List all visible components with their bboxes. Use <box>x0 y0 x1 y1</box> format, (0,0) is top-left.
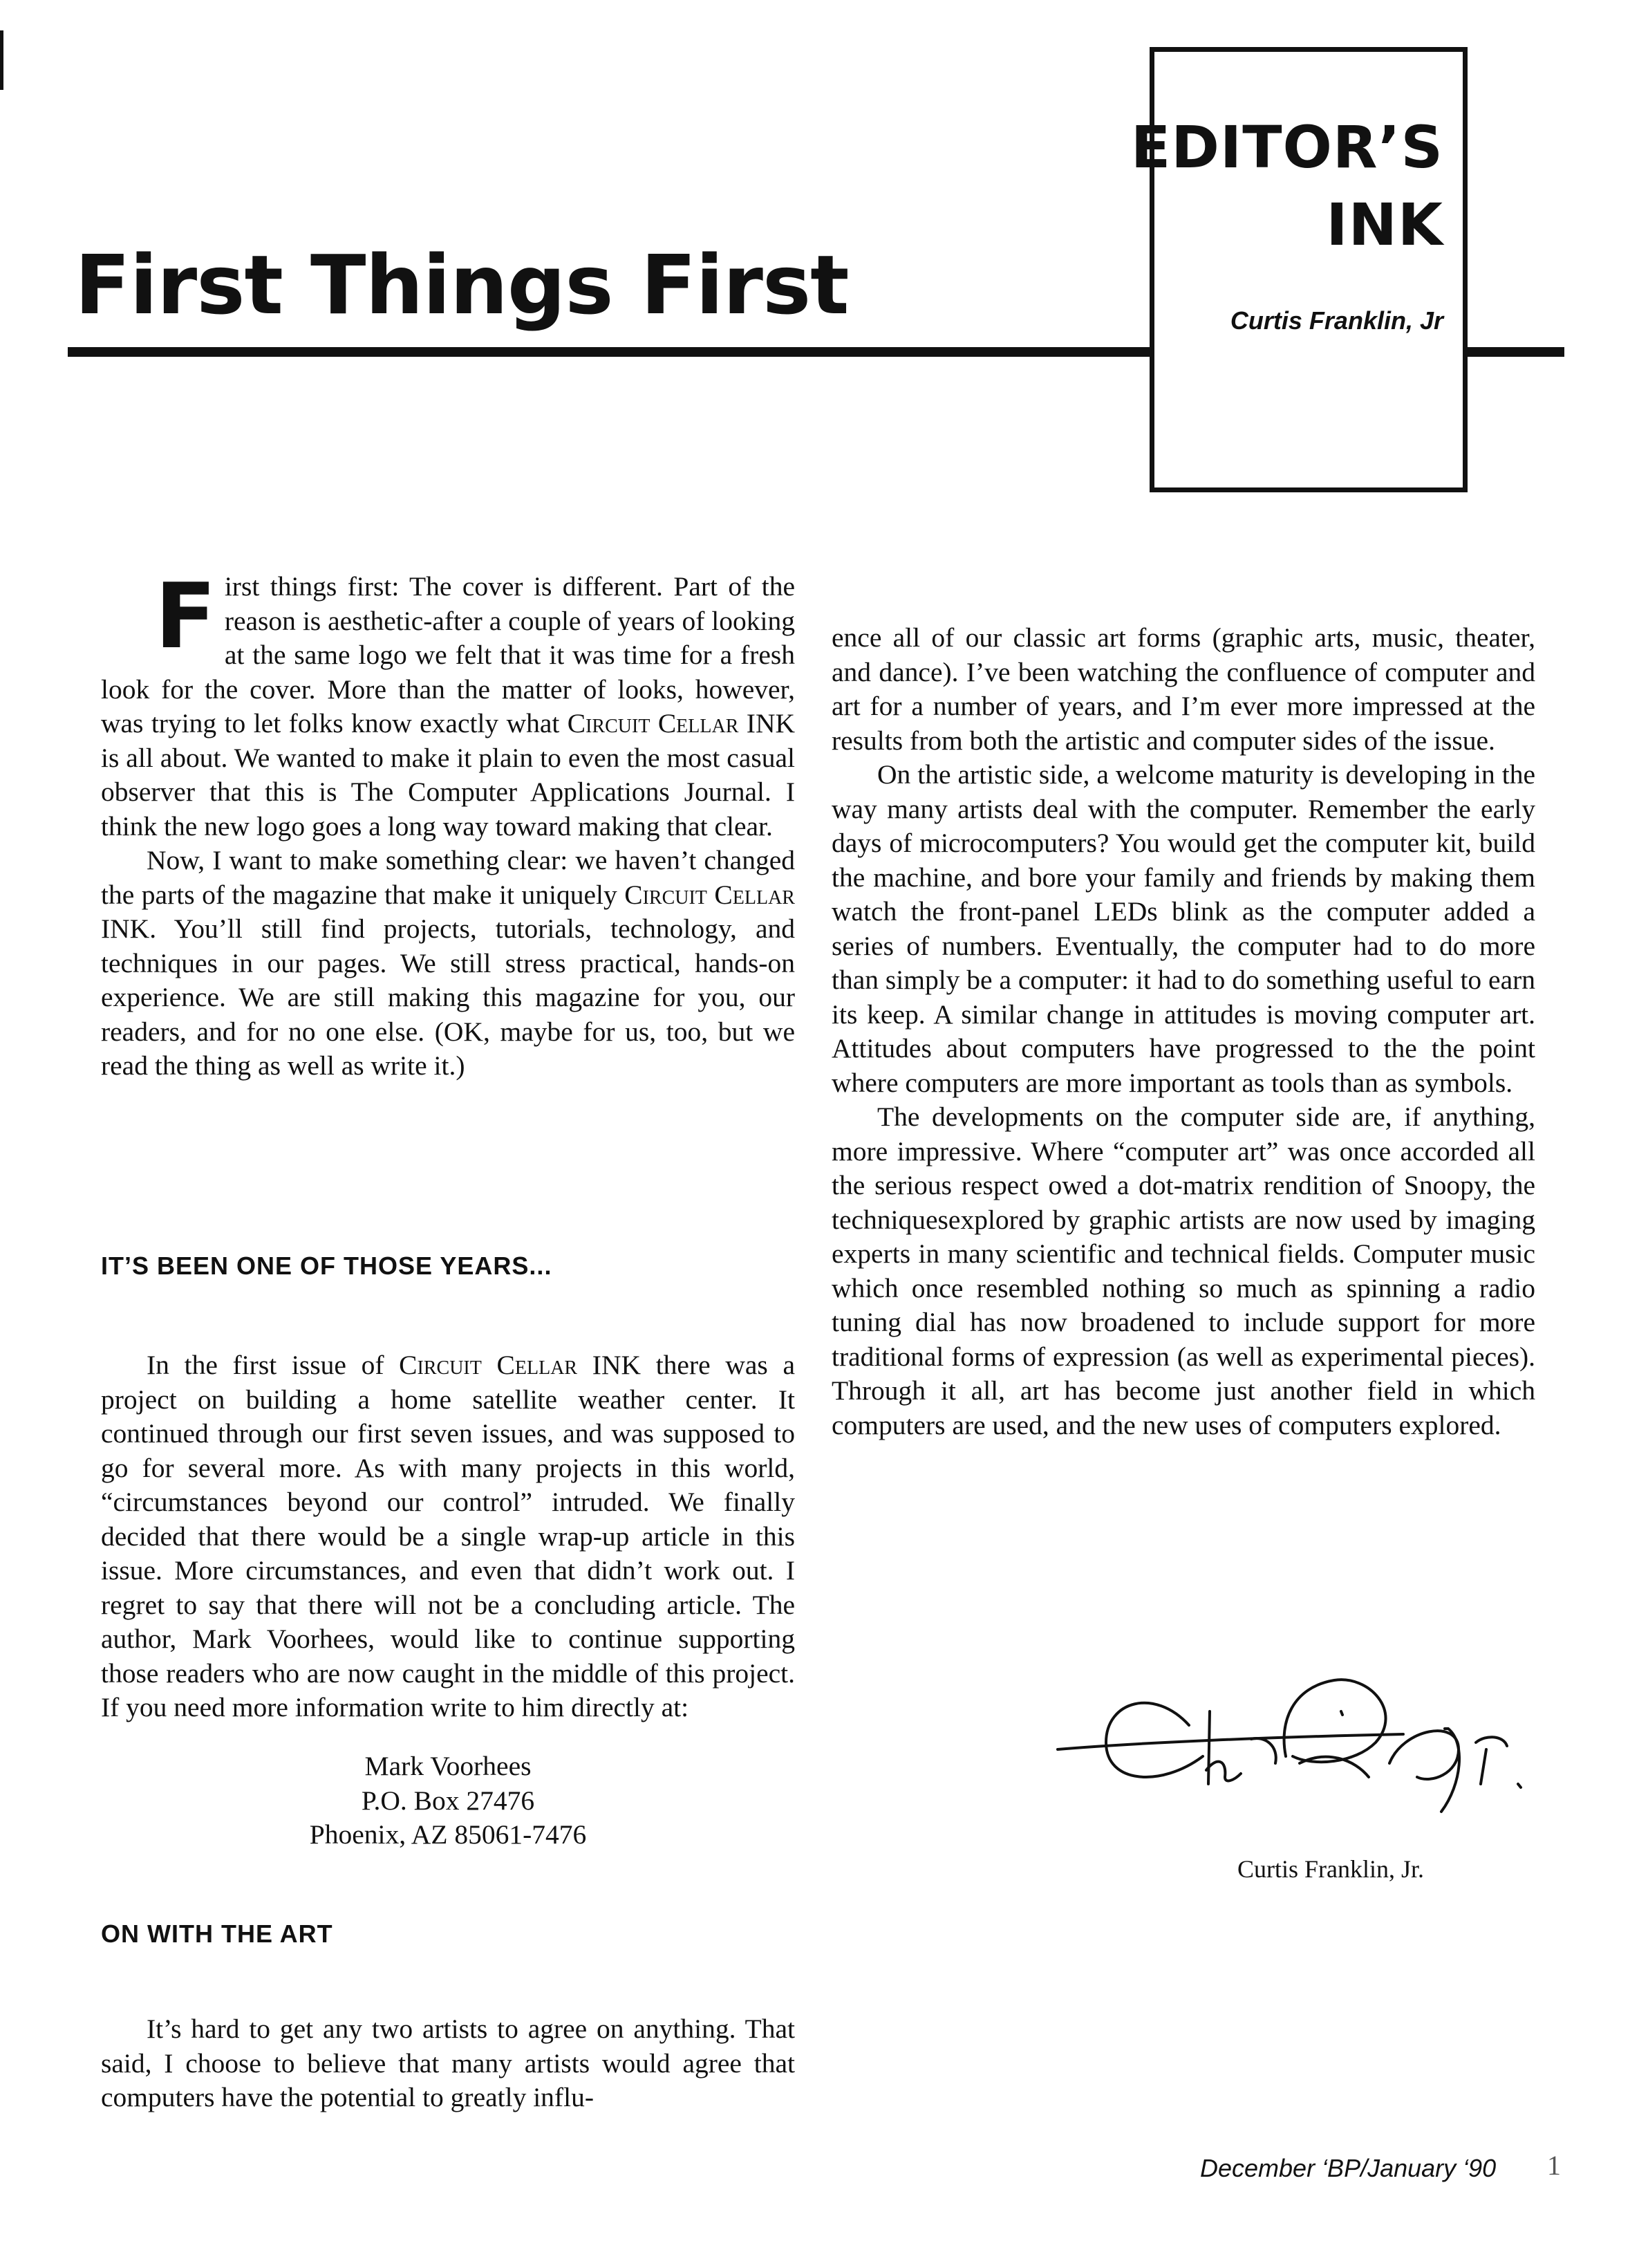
address-box: P.O. Box 27476 <box>361 1785 535 1816</box>
section-heading: ON WITH THE ART <box>101 1920 333 1948</box>
body-paragraph: ence all of our classic art forms (graphic arts, music, theater, and dance). I’ve been watching the confluence of computer and art for a number of years, and I’m ever more impressed at the results from both the artistic and computer sides of the issue. <box>832 622 1535 756</box>
author-signature <box>1044 1646 1555 1853</box>
intro-paragraph: First things first: The cover is different. Part of the reason is aesthetic-after a couple of years of looking at the same logo we felt that it was time for a fresh look for the cover. More than the matter of looks, however, was trying to let folks know exactly what Circuit Cellar INK is all about. We wanted to make it plain to even the most casual observer that this is The Computer Applications Journal. I think the new logo goes a long way toward making that clear. <box>101 564 795 842</box>
right-column <box>832 621 1535 1442</box>
department-author: Curtis Franklin, Jr <box>1230 306 1443 335</box>
body-paragraph: In the first issue of Circuit Cellar INK there was a project on building a home satellite weather center. It continued through our first seven issues, and was supposed to go for several more. As with many projects in this world, “circumstances beyond our control” intruded. We finally decided that there would be a single wrap-up article in this issue. More circumstances, and even that didn’t work out. I regret to say that there will not be a concluding article. The author, Mark Voorhees, would like to continue supporting those readers who are now caught in the middle of this project. If you need more information write to him directly at: <box>101 1350 795 1722</box>
left-column-bottom <box>101 2012 795 2115</box>
mailing-address <box>101 1749 795 1852</box>
section-heading: IT’S BEEN ONE OF THOSE YEARS... <box>101 1252 552 1280</box>
department-title-line1: EDITOR’S <box>1130 113 1443 181</box>
address-name: Mark Voorhees <box>364 1751 532 1781</box>
address-city: Phoenix, AZ 85061-7476 <box>309 1819 587 1850</box>
signature-caption: Curtis Franklin, Jr. <box>1237 1855 1425 1883</box>
department-box <box>1130 47 1468 492</box>
margin-mark <box>0 30 3 90</box>
brand-name: Circuit Cellar <box>399 1350 578 1380</box>
body-paragraph: It’s hard to get any two artists to agree on anything. That said, I choose to believe that many artists would agree that computers have the potential to greatly influ- <box>101 2014 795 2112</box>
brand-name: Circuit Cellar <box>567 708 739 738</box>
title-rule-left <box>68 347 1150 357</box>
article-title: First Things First <box>75 237 849 333</box>
body-paragraph: On the artistic side, a welcome maturity is developing in the way many artists deal with the computer. Remember the early days of microcomputers? You would get the computer kit, build the machine, and bore your family and friends by making them watch the front-panel LEDs blink as the computer added a series of numbers. Eventually, the computer had to do more than simply be a computer: it had to do something useful to earn its keep. A similar change in attitudes is moving computer art. Attitudes about computers have progressed to the the point where computers are more important as tools than as symbols. <box>832 759 1536 1098</box>
department-title <box>1131 109 1443 263</box>
page-number: 1 <box>1547 2150 1561 2181</box>
drop-cap: F <box>155 564 216 669</box>
brand-name: Circuit Cellar <box>624 879 795 910</box>
left-column-middle <box>101 1348 795 1725</box>
title-rule-right <box>1468 347 1564 357</box>
issue-date: December ‘BP/January ‘90 <box>1200 2154 1497 2182</box>
body-paragraph: The developments on the computer side are, if anything, more impressive. Where “computer art” was once accorded all the serious respect owed a dot-matrix rendition of Snoopy, the techniquesexplored by graphic artists are now used by imaging experts in many scientific and technical fields. Computer music which once resembled nothing so much as spinning a radio tuning dial has now broadened to include support for more traditional forms of expression (as well as experimental pieces). Through it all, art has become just another field in which computers are used, and the new uses of computers explored. <box>832 1102 1535 1440</box>
left-column <box>101 564 795 1084</box>
department-title-line2: INK <box>1326 191 1443 259</box>
body-paragraph: Now, I want to make something clear: we haven’t changed the parts of the magazine that make it uniquely Circuit Cellar INK. You’ll still find projects, tutorials, technology, and techniques in our pages. We still stress practical, hands-on experience. We are still making this magazine for you, our readers, and for no one else. (OK, maybe for us, too, but we read the thing as well as write it.) <box>101 845 795 1081</box>
